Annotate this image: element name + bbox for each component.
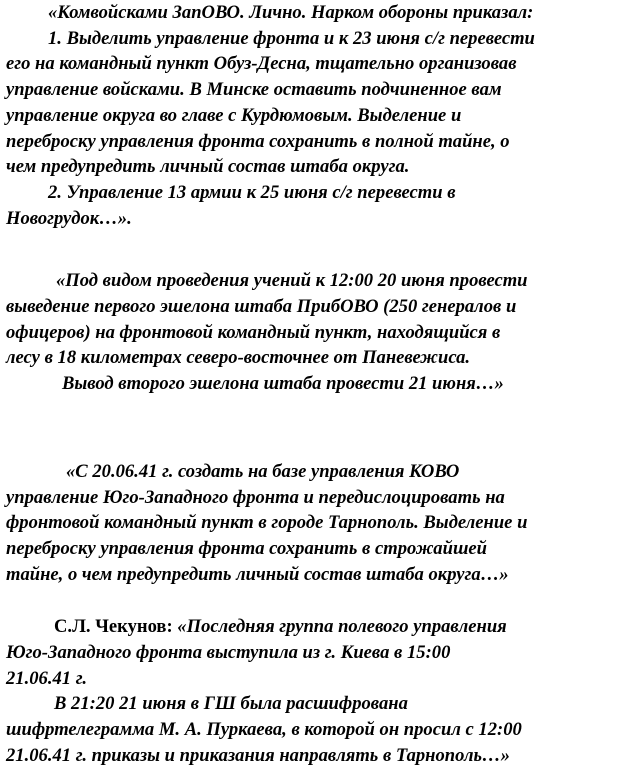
text-line: тайне, о чем предупредить личный состав штаба округа…» <box>6 563 509 585</box>
quote-kovo-block <box>6 459 616 588</box>
text-line: В 21:20 21 июня в ГШ была расшифрована <box>54 693 408 715</box>
text-line: Новогрудок…». <box>6 207 132 229</box>
text-line: 1. Выделить управление фронта и к 23 июня с/г перевести <box>48 27 535 49</box>
text-line: выведение первого эшелона штаба ПрибОВО (250 генералов и <box>6 296 517 318</box>
quote-pribovo-block <box>6 268 616 397</box>
text-line: «С 20.06.41 г. создать на базе управления КОВО <box>66 460 460 482</box>
text-line: лесу в 18 километрах северо-восточнее от Паневежиса. <box>6 347 471 369</box>
text-line: «Комвойсками ЗапОВО. Лично. Нарком обороны приказал: <box>48 2 534 23</box>
quote-zapovo-block <box>6 0 616 231</box>
text-line: 21.06.41 г. <box>6 667 87 689</box>
paragraph-spacer <box>6 231 616 268</box>
paragraph-spacer <box>6 587 616 614</box>
text-line: «Под видом проведения учений к 12:00 20 июня провести <box>56 270 528 292</box>
text-line <box>6 614 616 640</box>
text-line: управление войсками. В Минске оставить подчиненное вам <box>6 79 502 101</box>
text-line: переброску управления фронта сохранить в полной тайне, о <box>6 130 510 152</box>
text-line: Юго-Западного фронта выступила из г. Киева в 15:00 <box>6 642 451 664</box>
document-page <box>6 0 616 769</box>
text-line: 2. Управление 13 армии к 25 июня с/г перевести в <box>48 181 456 203</box>
text-line: управление Юго-Западного фронта и передислоцировать на <box>6 486 505 508</box>
text-line: управление округа во главе с Курдюмовым. Выделение и <box>6 104 462 126</box>
text-line: фронтовой командный пункт в городе Тарнополь. Выделение и <box>6 512 528 534</box>
text-line: офицеров) на фронтовой командный пункт, находящийся в <box>6 321 501 343</box>
text-line: 21.06.41 г. приказы и приказания направлять в Тарнополь…» <box>6 744 510 766</box>
paragraph-spacer <box>6 397 616 459</box>
text-line: Вывод второго эшелона штаба провести 21 июня…» <box>62 373 504 395</box>
speaker-name: С.Л. Чекунов: <box>54 616 173 638</box>
quote-start: «Последняя группа полевого управления <box>172 616 507 638</box>
text-line: его на командный пункт Обуз-Десна, тщательно организовав <box>6 53 517 75</box>
text-line: чем предупредить личный состав штаба округа. <box>6 156 410 178</box>
text-line: шифртелеграмма М. А. Пуркаева, в которой он просил с 12:00 <box>6 719 522 741</box>
text-line: переброску управления фронта сохранить в строжайшей <box>6 537 488 559</box>
quote-chekunov-block <box>6 614 616 768</box>
